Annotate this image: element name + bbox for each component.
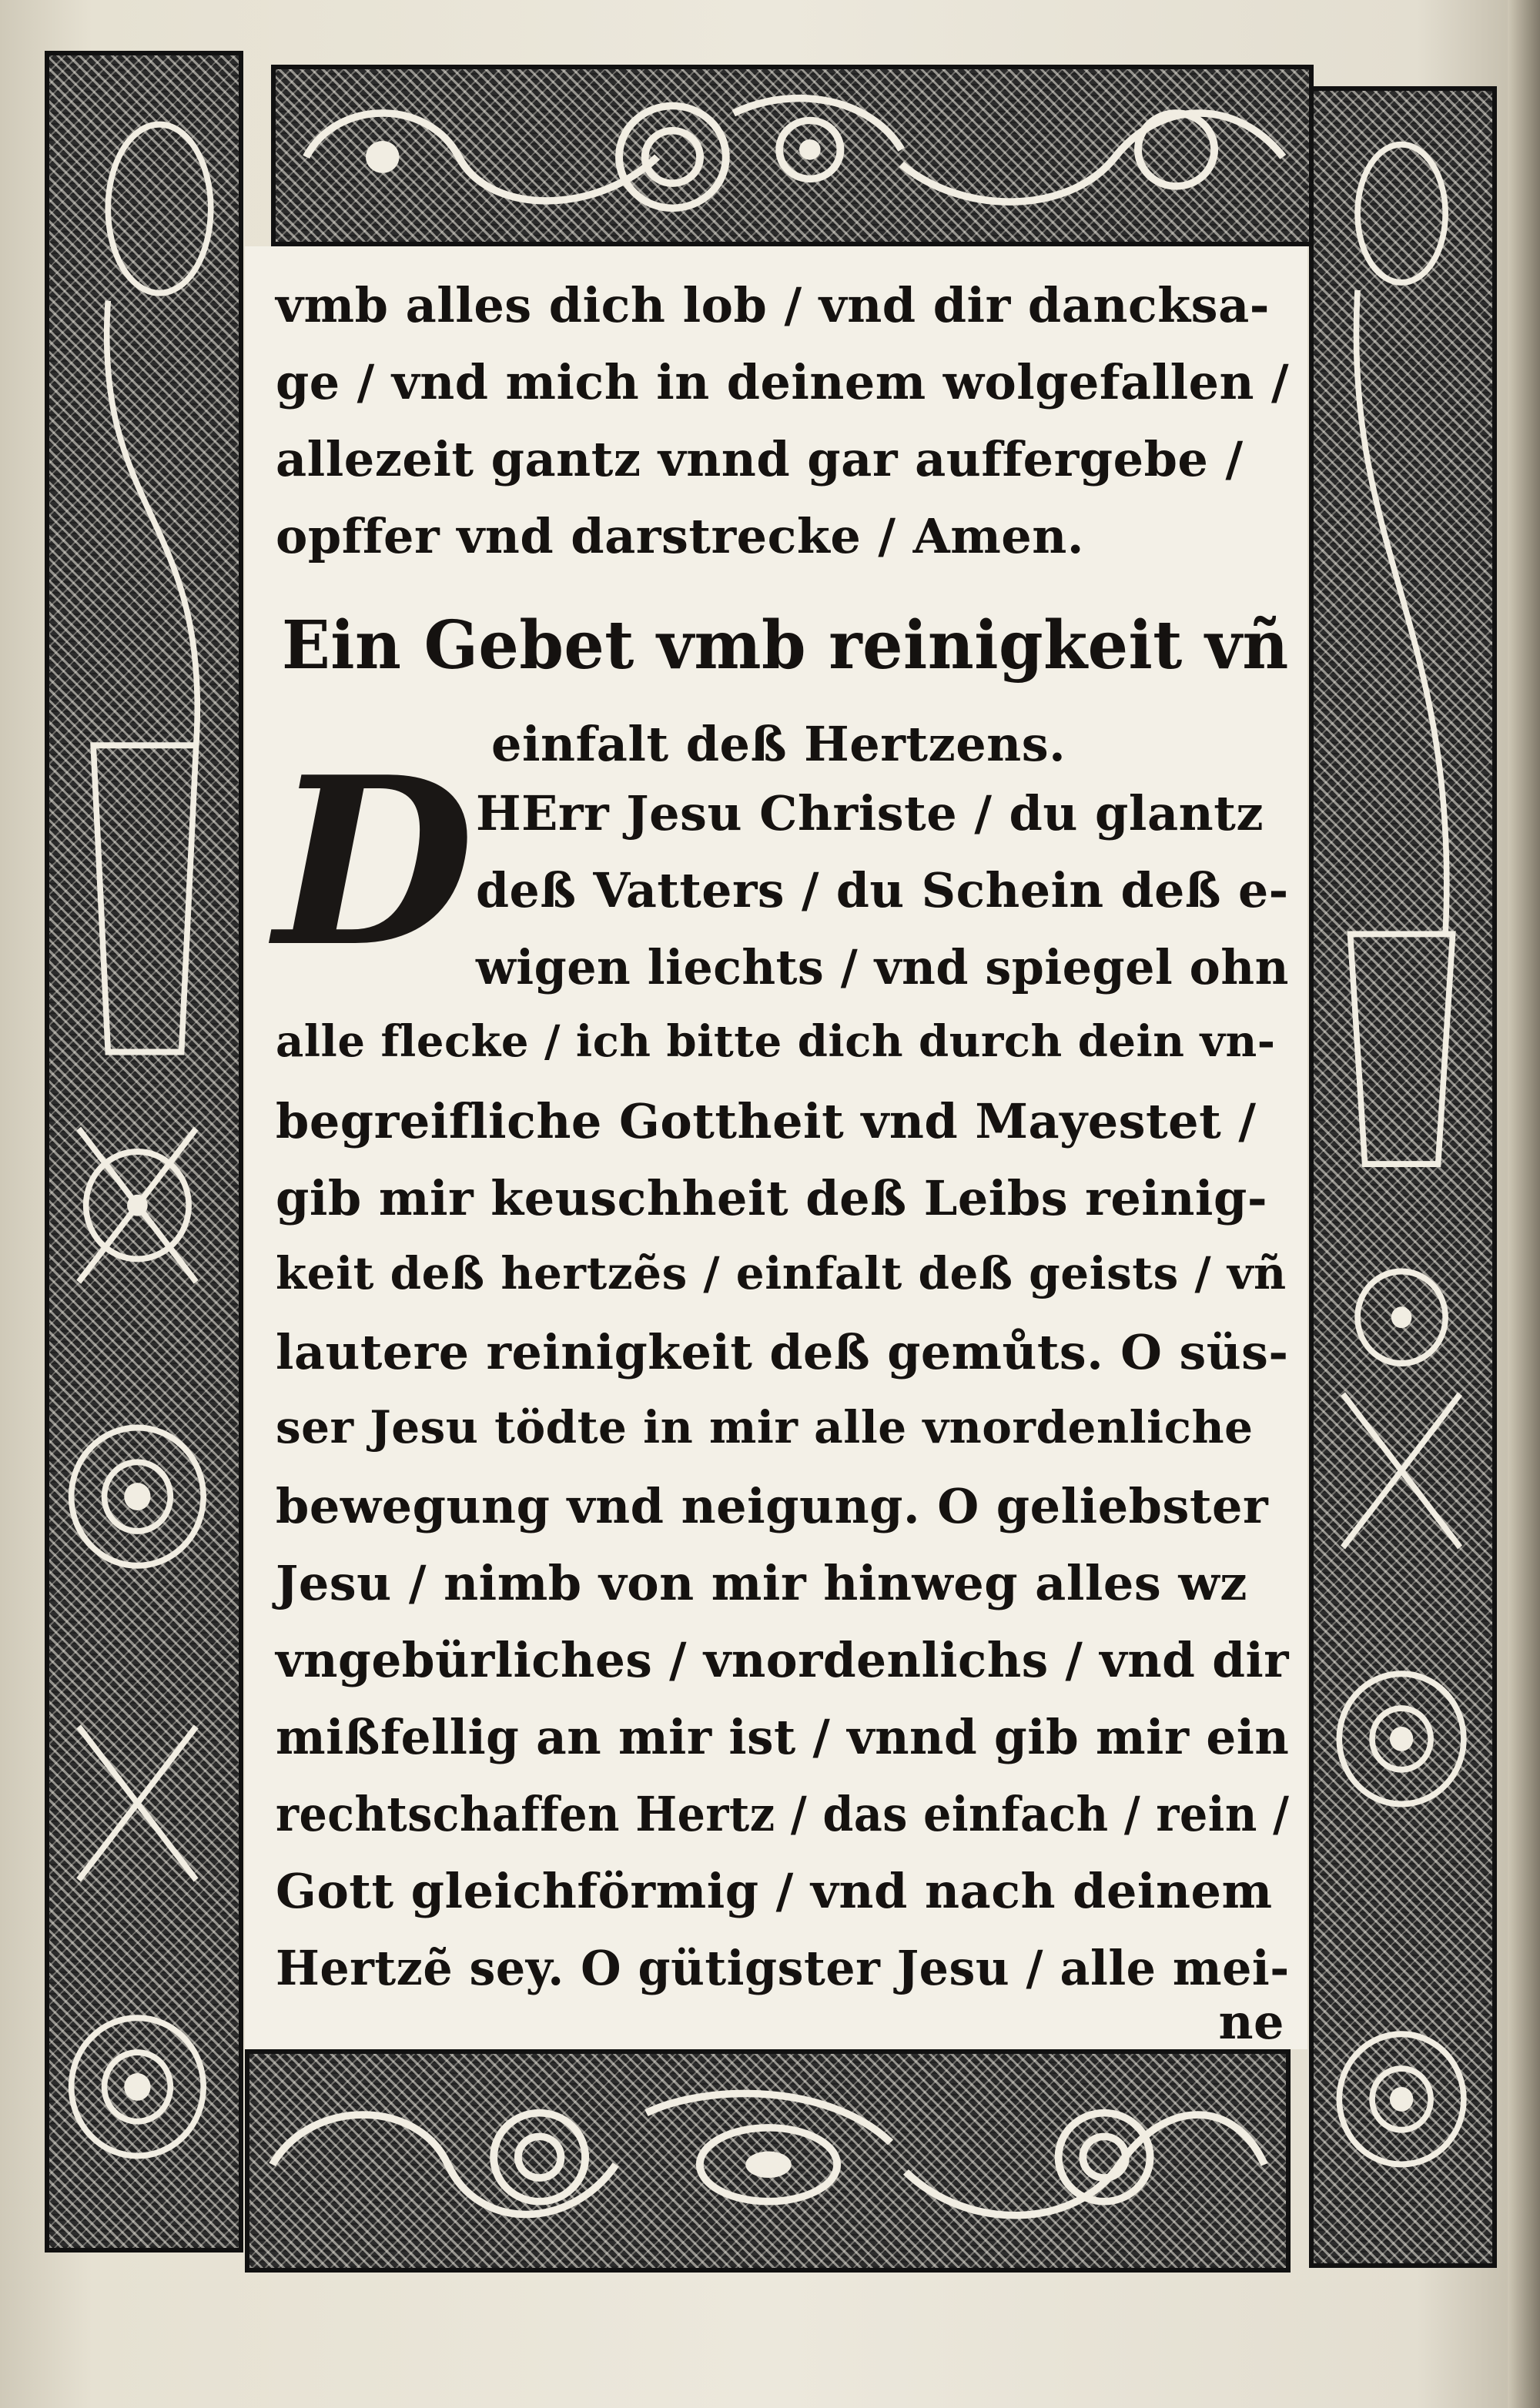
woodcut-border-right: [1309, 86, 1497, 2268]
text-line: lautere reinigkeit deß gemůts. O süs-: [276, 1324, 1289, 1380]
text-line: bewegung vnd neigung. O geliebster: [276, 1478, 1269, 1534]
text-line: ser Jesu tödte in mir alle vnordenliche: [276, 1401, 1254, 1453]
text-line: alle flecke / ich bitte dich durch dein vn-: [276, 1016, 1276, 1067]
text-line: deß Vatters / du Schein deß e-: [476, 862, 1289, 918]
woodcut-border-left: [45, 51, 243, 2252]
woodcut-border-bottom: [245, 2049, 1291, 2273]
text-line: mißfellig an mir ist / vnnd gib mir ein: [276, 1709, 1290, 1765]
page-edge-binding: [1508, 0, 1540, 2408]
text-line: HErr Jesu Christe / du glantz: [476, 785, 1264, 841]
woodcut-border-top: [271, 65, 1314, 246]
text-line: Hertzẽ sey. O gütigster Jesu / alle mei-: [276, 1940, 1290, 1996]
drop-cap-letter: D: [274, 726, 475, 998]
scroll-ornament-top-image: [276, 69, 1309, 242]
text-block: [245, 246, 1307, 2049]
text-line: opffer vnd darstrecke / Amen.: [276, 508, 1084, 564]
text-line: allezeit gantz vnnd gar auffergebe /: [276, 431, 1244, 487]
text-line: ge / vnd mich in deinem wolgefallen /: [276, 354, 1290, 410]
text-line: vmb alles dich lob / vnd dir dancksa-: [276, 277, 1270, 333]
figure-and-rosette-column-left-image: [49, 55, 239, 2248]
text-line: Jesu / nimb von mir hinweg alles wz: [276, 1555, 1247, 1611]
drop-cap-initial: [266, 726, 475, 998]
text-line: keit deß hertzẽs / einfalt deß geists / vñ: [276, 1247, 1287, 1299]
text-line: begreifliche Gottheit vnd Mayestet /: [276, 1093, 1257, 1149]
prayer-heading-subline: einfalt deß Hertzens.: [491, 716, 1066, 772]
text-line: vngebürliches / vnordenlichs / vnd dir: [276, 1632, 1290, 1688]
text-line: rechtschaffen Hertz / das einfach / rein /: [276, 1786, 1290, 1842]
catchword: ne: [1218, 1994, 1284, 2050]
prayer-heading: Ein Gebet vmb reinigkeit vñ: [282, 607, 1289, 684]
figure-and-rosette-column-right-image: [1314, 91, 1492, 2263]
text-line: Gott gleichförmig / vnd nach deinem: [276, 1863, 1273, 1919]
text-line: wigen liechts / vnd spiegel ohn: [476, 939, 1289, 995]
scroll-ornament-bottom-image: [249, 2054, 1286, 2268]
text-line: gib mir keuschheit deß Leibs reinig-: [276, 1170, 1268, 1226]
